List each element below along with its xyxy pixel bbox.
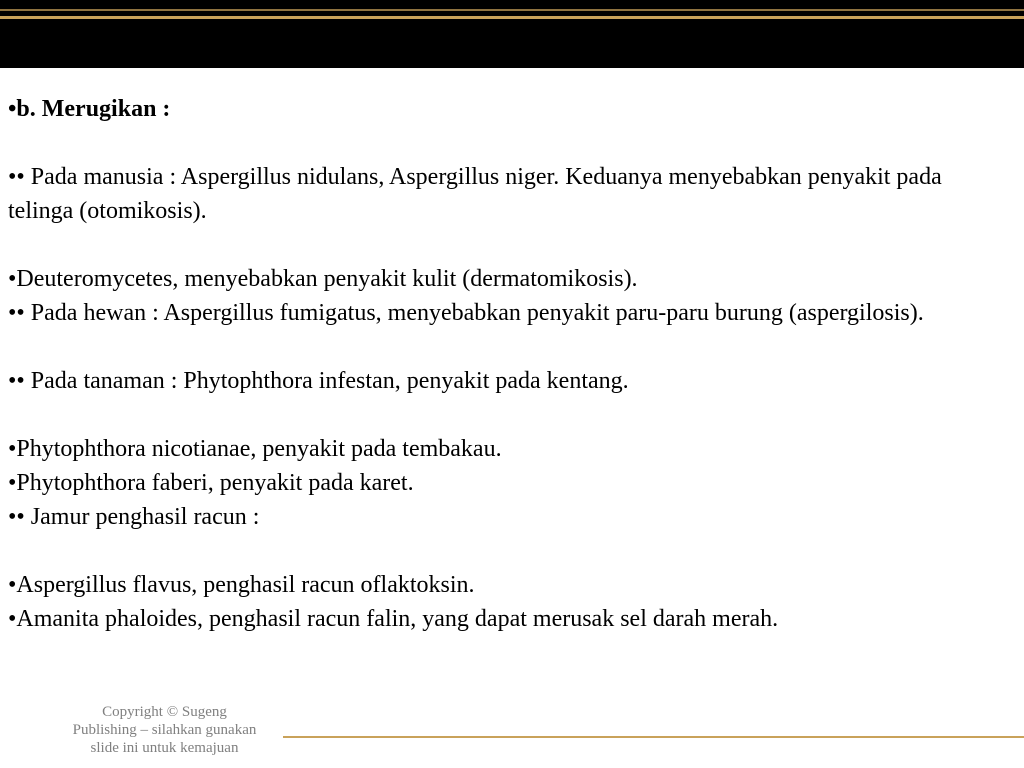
- blank-line: [8, 534, 958, 568]
- header-accent-line-thick: [0, 16, 1024, 19]
- header-accent-line-thin: [0, 9, 1024, 11]
- blank-line: [8, 330, 958, 364]
- bullet-phytophthora-faberi: •Phytophthora faberi, penyakit pada karet.: [8, 470, 414, 496]
- slide-body-text: [8, 92, 958, 636]
- bullet-pada-hewan: •• Pada hewan : Aspergillus fumigatus, menyebabkan penyakit paru-paru burung (aspergilosis).: [8, 300, 924, 326]
- header-band: [0, 0, 1024, 68]
- footer-line-1: Copyright © Sugeng: [102, 704, 227, 720]
- copyright-footer: [52, 703, 277, 757]
- heading-merugikan: •b. Merugikan :: [8, 96, 171, 122]
- blank-line: [8, 228, 958, 262]
- footer-accent-line: [283, 736, 1024, 738]
- bullet-pada-tanaman: •• Pada tanaman : Phytophthora infestan, penyakit pada kentang.: [8, 368, 629, 394]
- blank-line: [8, 126, 958, 160]
- footer-line-2: Publishing – silahkan gunakan: [72, 722, 257, 738]
- bullet-phytophthora-nicotianae: •Phytophthora nicotianae, penyakit pada tembakau.: [8, 436, 502, 462]
- bullet-deuteromycetes: •Deuteromycetes, menyebabkan penyakit kulit (dermatomikosis).: [8, 266, 638, 292]
- bullet-amanita-phaloides: •Amanita phaloides, penghasil racun falin, yang dapat merusak sel darah merah.: [8, 606, 779, 632]
- footer-line-3: slide ini untuk kemajuan: [90, 740, 239, 756]
- bullet-aspergillus-flavus: •Aspergillus flavus, penghasil racun oflaktoksin.: [8, 572, 475, 598]
- bullet-jamur-penghasil-racun: •• Jamur penghasil racun :: [8, 504, 260, 530]
- blank-line: [8, 398, 958, 432]
- bullet-pada-manusia: •• Pada manusia : Aspergillus nidulans, Aspergillus niger. Keduanya menyebabkan penyakit pada telinga (otomikosis).: [8, 164, 942, 224]
